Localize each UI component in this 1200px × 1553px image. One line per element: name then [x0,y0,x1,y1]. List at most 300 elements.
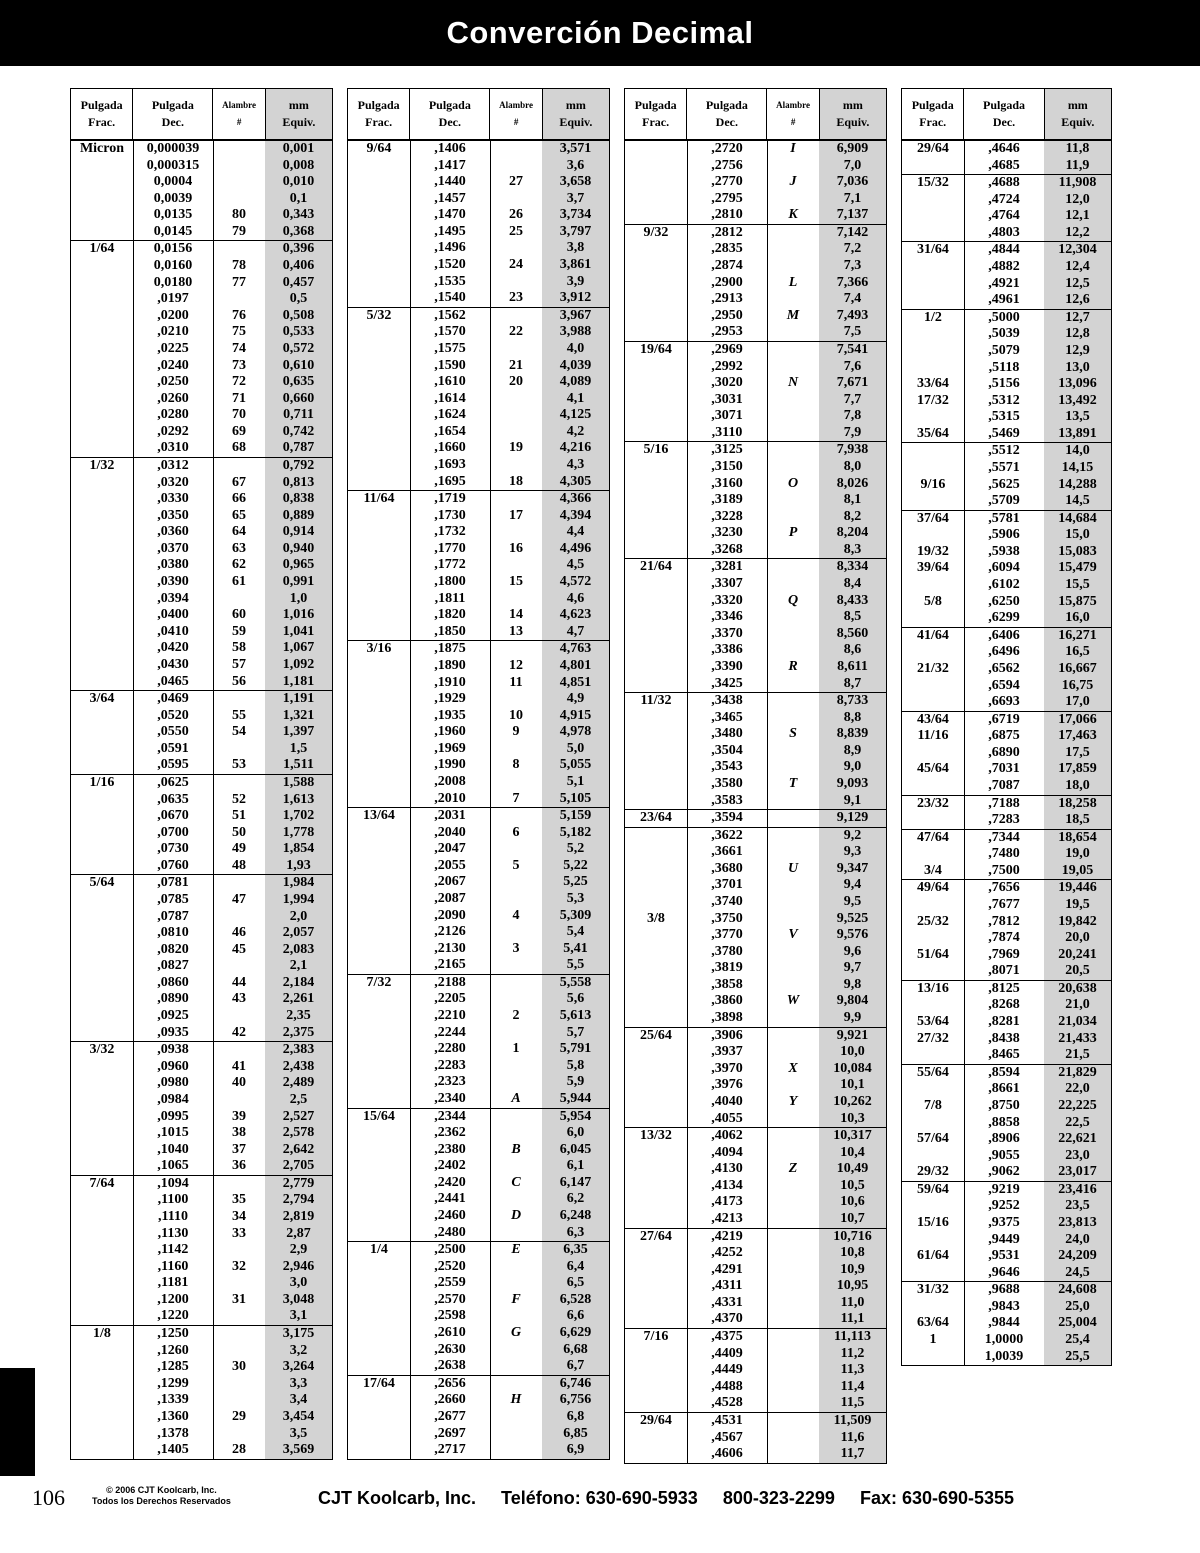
frac-cell [902,812,964,829]
frac-cell [348,675,410,692]
mm-cell: 3,967 [559,307,592,323]
frac-cell [625,207,687,224]
frac-cell [71,909,133,926]
decimal-cell: ,9843 [988,1298,1020,1314]
table-row [71,1192,332,1209]
header-dec-line1: Pulgada [705,98,748,112]
table-row [625,1128,886,1145]
mm-cell: 9,5 [843,894,862,910]
wire-cell [213,1308,265,1325]
table-row [348,1325,609,1342]
frac-cell [71,191,133,208]
wire-cell [490,774,542,791]
table-header [348,89,609,141]
decimal-cell: ,1890 [434,657,466,673]
mm-cell: 0,742 [282,423,315,439]
mm-cell: 9,0 [843,759,862,775]
decimal-cell: ,6562 [988,660,1020,676]
decimal-cell: ,2344 [434,1108,466,1124]
wire-cell: 6 [512,824,520,840]
table-row [625,308,886,325]
wire-cell: 23 [509,290,523,306]
wire-cell: 28 [232,1442,246,1458]
mm-cell: 6,147 [559,1174,592,1190]
fraction-group [71,875,332,1042]
frac-cell [902,360,964,377]
wire-cell [213,1275,265,1292]
table-row [625,977,886,994]
table-row [71,1059,332,1076]
mm-cell: 25,5 [1065,1348,1090,1364]
decimal-cell: ,1065 [157,1158,189,1174]
decimal-cell: ,3160 [711,475,743,491]
wire-cell: P [788,525,798,541]
mm-cell: 0,343 [282,207,315,223]
mm-cell: 4,039 [559,357,592,373]
table-row [71,841,332,858]
header-wire-line2: # [513,117,519,127]
wire-cell: J [789,174,797,190]
table-row [348,224,609,241]
table-row [348,1142,609,1159]
decimal-cell: ,9252 [988,1198,1020,1214]
decimal-cell: ,1181 [157,1275,189,1291]
fraction-label: 1/8 [93,1326,111,1342]
header-frac-line2: Frac. [919,115,947,129]
mm-cell: 7,4 [843,291,862,307]
decimal-cell: ,1299 [157,1375,189,1391]
mm-cell: 7,5 [843,324,862,340]
mm-cell: 3,8 [566,240,585,256]
frac-cell [348,374,410,391]
frac-cell [348,141,410,158]
table-row [902,141,1111,158]
wire-cell: 43 [232,991,246,1007]
decimal-cell: ,3425 [711,675,743,691]
frac-cell [902,897,964,914]
decimal-cell: ,1719 [434,491,466,507]
decimal-cell: ,2244 [434,1024,466,1040]
decimal-cell: ,4688 [988,175,1020,191]
frac-cell [71,158,133,175]
frac-cell [71,975,133,992]
frac-cell [625,676,687,693]
mm-cell: 7,366 [836,274,869,290]
mm-cell: 9,347 [836,860,869,876]
frac-cell [902,1349,964,1366]
mm-cell: 9,6 [843,943,862,959]
decimal-cell: ,3819 [711,960,743,976]
table-row [902,880,1111,897]
frac-cell [71,424,133,441]
frac-cell [625,1061,687,1078]
fraction-group [625,559,886,693]
decimal-cell: ,4130 [711,1161,743,1177]
frac-cell [71,1176,133,1193]
table-row [71,541,332,558]
frac-cell: 43/64 [917,711,949,727]
decimal-cell: ,5156 [988,376,1020,392]
frac-cell [625,1194,687,1211]
mm-cell: 0,508 [282,307,315,323]
mm-cell: 10,262 [833,1093,872,1109]
table-row [348,975,609,992]
mm-cell: 7,036 [836,174,869,190]
decimal-cell: ,1695 [434,473,466,489]
frac-cell [902,225,964,242]
wire-cell: 31 [232,1291,246,1307]
frac-cell: 11/16 [917,728,949,744]
table-row [625,525,886,542]
mm-cell: 10,95 [836,1278,869,1294]
header-dec [410,89,490,139]
header-mm-line2: Equiv. [836,115,870,129]
frac-cell [348,508,410,525]
wire-cell: 41 [232,1058,246,1074]
table-row [625,141,886,158]
mm-cell: 12,6 [1065,292,1090,308]
table-row [348,741,609,758]
wire-cell: B [511,1141,521,1157]
fraction-group [902,1282,1111,1365]
company-contact [318,1488,1014,1509]
wire-cell: 19 [509,440,523,456]
table-header [71,89,332,141]
wire-cell: O [787,475,799,491]
mm-cell: 12,4 [1065,259,1090,275]
mm-cell: 15,875 [1058,593,1097,609]
mm-cell: 3,3 [289,1375,308,1391]
conversion-table-4 [901,88,1112,1366]
mm-cell: 6,68 [563,1341,588,1357]
frac-cell [71,491,133,508]
decimal-cell: ,4921 [988,275,1020,291]
fraction-label: 3/64 [89,691,115,707]
decimal-cell: ,3020 [711,375,743,391]
wire-cell: 59 [232,623,246,639]
wire-cell: T [788,775,798,791]
frac-cell [71,942,133,959]
wire-cell [490,1259,542,1276]
decimal-cell: ,2340 [434,1090,466,1106]
mm-cell: 7,1 [843,190,862,206]
mm-cell: 10,716 [833,1228,872,1244]
wire-cell [490,741,542,758]
header-mm-line1: mm [842,98,863,112]
fraction-group [348,141,609,308]
frac-cell [71,524,133,541]
table-row [625,225,886,242]
table-row [625,1010,886,1027]
wire-cell [490,524,542,541]
mm-cell: 4,623 [559,607,592,623]
table-row [625,542,886,559]
table-row [625,425,886,442]
mm-cell: 4,915 [559,707,592,723]
mm-cell: 4,366 [559,491,592,507]
mm-cell: 4,089 [559,374,592,390]
frac-cell: 23/32 [917,795,949,811]
mm-cell: 2,057 [282,925,315,941]
frac-cell [348,641,410,658]
mm-cell: 0,914 [282,524,315,540]
decimal-cell: ,3228 [711,508,743,524]
header-wire [490,89,542,139]
decimal-cell: 0,0160 [153,258,193,274]
mm-cell: 8,9 [843,742,862,758]
table-row [902,1098,1111,1115]
mm-cell: 10,9 [840,1261,865,1277]
mm-cell: 1,702 [282,808,315,824]
wire-cell [490,274,542,291]
decimal-cell: ,0938 [157,1042,189,1058]
frac-cell [348,741,410,758]
table-row [71,1376,332,1393]
frac-cell [348,474,410,491]
decimal-cell: ,0730 [157,841,189,857]
frac-cell: 17/32 [917,392,949,408]
fraction-group [902,443,1111,510]
wire-cell: 40 [232,1075,246,1091]
wire-cell [213,241,265,258]
mm-cell: 1,181 [282,673,315,689]
frac-cell [348,240,410,257]
fraction-group [348,641,609,808]
mm-cell: 19,0 [1065,846,1090,862]
fraction-label: 1/4 [370,1242,388,1258]
fraction-group [625,225,886,342]
decimal-cell: ,3701 [711,877,743,893]
copyright [92,1485,231,1507]
mm-cell: 11,8 [1065,141,1090,156]
table-row [902,661,1111,678]
wire-cell [767,359,819,376]
fraction-label: 5/32 [366,307,392,323]
wire-cell: 8 [512,757,520,773]
fraction-group [902,141,1111,175]
frac-cell: 53/64 [917,1014,949,1030]
frac-cell [902,276,964,293]
table-row [71,1176,332,1193]
table-row [348,274,609,291]
wire-cell: 26 [509,207,523,223]
table-row [625,1161,886,1178]
table-row [625,559,886,576]
decimal-cell: ,3543 [711,759,743,775]
mm-cell: 0,008 [282,157,315,173]
table-row [348,624,609,641]
header-mm [543,89,609,139]
frac-cell [348,290,410,307]
mm-cell: 0,991 [282,574,315,590]
wire-cell: 50 [232,824,246,840]
wire-cell: 53 [232,757,246,773]
header-wire-line1: Alambre [776,100,810,110]
wire-cell: 1 [512,1041,520,1057]
table-row [902,863,1111,880]
frac-cell [348,324,410,341]
mm-cell: 13,891 [1058,425,1097,441]
frac-cell [348,1125,410,1142]
mm-cell: 18,258 [1058,795,1097,811]
decimal-cell: ,1624 [434,407,466,423]
decimal-cell: ,2697 [434,1425,466,1441]
frac-cell [71,541,133,558]
decimal-cell: ,7087 [988,777,1020,793]
decimal-cell: ,1406 [434,141,466,156]
table-row [348,1358,609,1375]
conversion-table-2 [347,88,610,1460]
table-row [625,459,886,476]
fraction-label: 11/64 [363,491,395,507]
wire-cell: 44 [232,974,246,990]
frac-cell [902,493,964,510]
table-row [71,724,332,741]
table-row [348,158,609,175]
decimal-cell: ,0635 [157,791,189,807]
wire-cell [767,844,819,861]
mm-cell: 2,779 [282,1175,315,1191]
wire-cell: X [788,1060,798,1076]
frac-cell [902,443,964,460]
table-row [625,392,886,409]
frac-cell [348,1091,410,1108]
copyright-line-1: © 2006 CJT Koolcarb, Inc. [106,1485,217,1495]
frac-cell [625,509,687,526]
wire-cell [490,424,542,441]
table-row [348,1259,609,1276]
wire-cell: L [788,274,798,290]
decimal-cell: ,2441 [434,1191,466,1207]
wire-cell: 60 [232,607,246,623]
fraction-group [902,628,1111,712]
decimal-cell: 0,000039 [146,141,200,156]
decimal-cell: ,0760 [157,857,189,873]
table-row [902,259,1111,276]
mm-cell: 18,0 [1065,777,1090,793]
frac-cell [348,1358,410,1375]
fraction-group [902,981,1111,1065]
frac-cell [348,424,410,441]
table-row [71,958,332,975]
frac-cell [902,678,964,695]
frac-cell [71,1226,133,1243]
table-row [902,544,1111,561]
decimal-cell: ,2950 [711,307,743,323]
frac-cell [348,491,410,508]
frac-cell [71,1158,133,1175]
mm-cell: 16,0 [1065,610,1090,626]
decimal-cell: ,0591 [157,740,189,756]
mm-cell: 0,610 [282,357,315,373]
wire-cell [490,891,542,908]
decimal-cell: ,6719 [988,711,1020,727]
frac-cell [625,1346,687,1363]
decimal-cell: ,2010 [434,790,466,806]
frac-cell: 59/64 [917,1181,949,1197]
frac-cell [902,1081,964,1098]
table-row [348,374,609,391]
table-body [71,141,332,1459]
frac-cell: 1 [929,1332,937,1348]
fraction-group [348,1109,609,1243]
mm-cell: 0,792 [282,457,315,473]
fraction-label: Micron [79,141,125,156]
wire-cell: 63 [232,540,246,556]
mm-cell: 7,938 [836,442,869,458]
decimal-cell: ,0430 [157,656,189,672]
table-header [902,89,1111,141]
mm-cell: 22,5 [1065,1114,1090,1130]
side-tab-marker [0,1368,35,1476]
table-row [625,324,886,341]
wire-cell: H [510,1392,522,1408]
fraction-group [348,975,609,1109]
mm-cell: 13,492 [1058,392,1097,408]
decimal-cell: ,3346 [711,609,743,625]
table-row [902,1265,1111,1282]
table-row [71,1109,332,1126]
decimal-cell: ,4606 [711,1446,743,1462]
mm-cell: 5,9 [566,1074,585,1090]
wire-cell [213,291,265,308]
wire-cell: Z [788,1161,798,1177]
fax: Fax: 630-690-5355 [859,1488,1015,1508]
wire-cell [490,691,542,708]
decimal-cell: ,2953 [711,324,743,340]
wire-cell [767,828,819,845]
frac-cell [71,1326,133,1343]
mm-cell: 8,3 [843,541,862,557]
mm-cell: 1,041 [282,623,315,639]
mm-cell: 10,5 [840,1177,865,1193]
mm-cell: 6,2 [566,1191,585,1207]
mm-cell: 11,4 [840,1378,865,1394]
decimal-cell: ,1772 [434,557,466,573]
frac-cell [625,392,687,409]
frac-cell [625,993,687,1010]
decimal-cell: ,0785 [157,892,189,908]
mm-cell: 1,613 [282,791,315,807]
header-dec-line1: Pulgada [983,98,1026,112]
mm-cell: 4,763 [559,641,592,657]
frac-cell [71,591,133,608]
mm-cell: 8,733 [836,693,869,709]
table-row [71,1426,332,1443]
decimal-cell: ,3230 [711,525,743,541]
frac-cell [71,308,133,325]
decimal-cell: ,3580 [711,775,743,791]
wire-cell [767,225,819,242]
frac-cell [625,759,687,776]
decimal-cell: ,1875 [434,641,466,657]
mm-cell: 4,7 [566,623,585,639]
wire-cell: 37 [232,1141,246,1157]
mm-cell: 9,8 [843,976,862,992]
decimal-cell: ,9844 [988,1315,1020,1331]
decimal-cell: ,0820 [157,941,189,957]
wire-cell [767,710,819,727]
table-row [71,991,332,1008]
wire-cell [767,1362,819,1379]
table-row [902,276,1111,293]
table-row [348,1041,609,1058]
mm-cell: 12,8 [1065,326,1090,342]
frac-cell [348,174,410,191]
frac-cell [71,657,133,674]
decimal-cell: ,3465 [711,709,743,725]
wire-cell [767,759,819,776]
